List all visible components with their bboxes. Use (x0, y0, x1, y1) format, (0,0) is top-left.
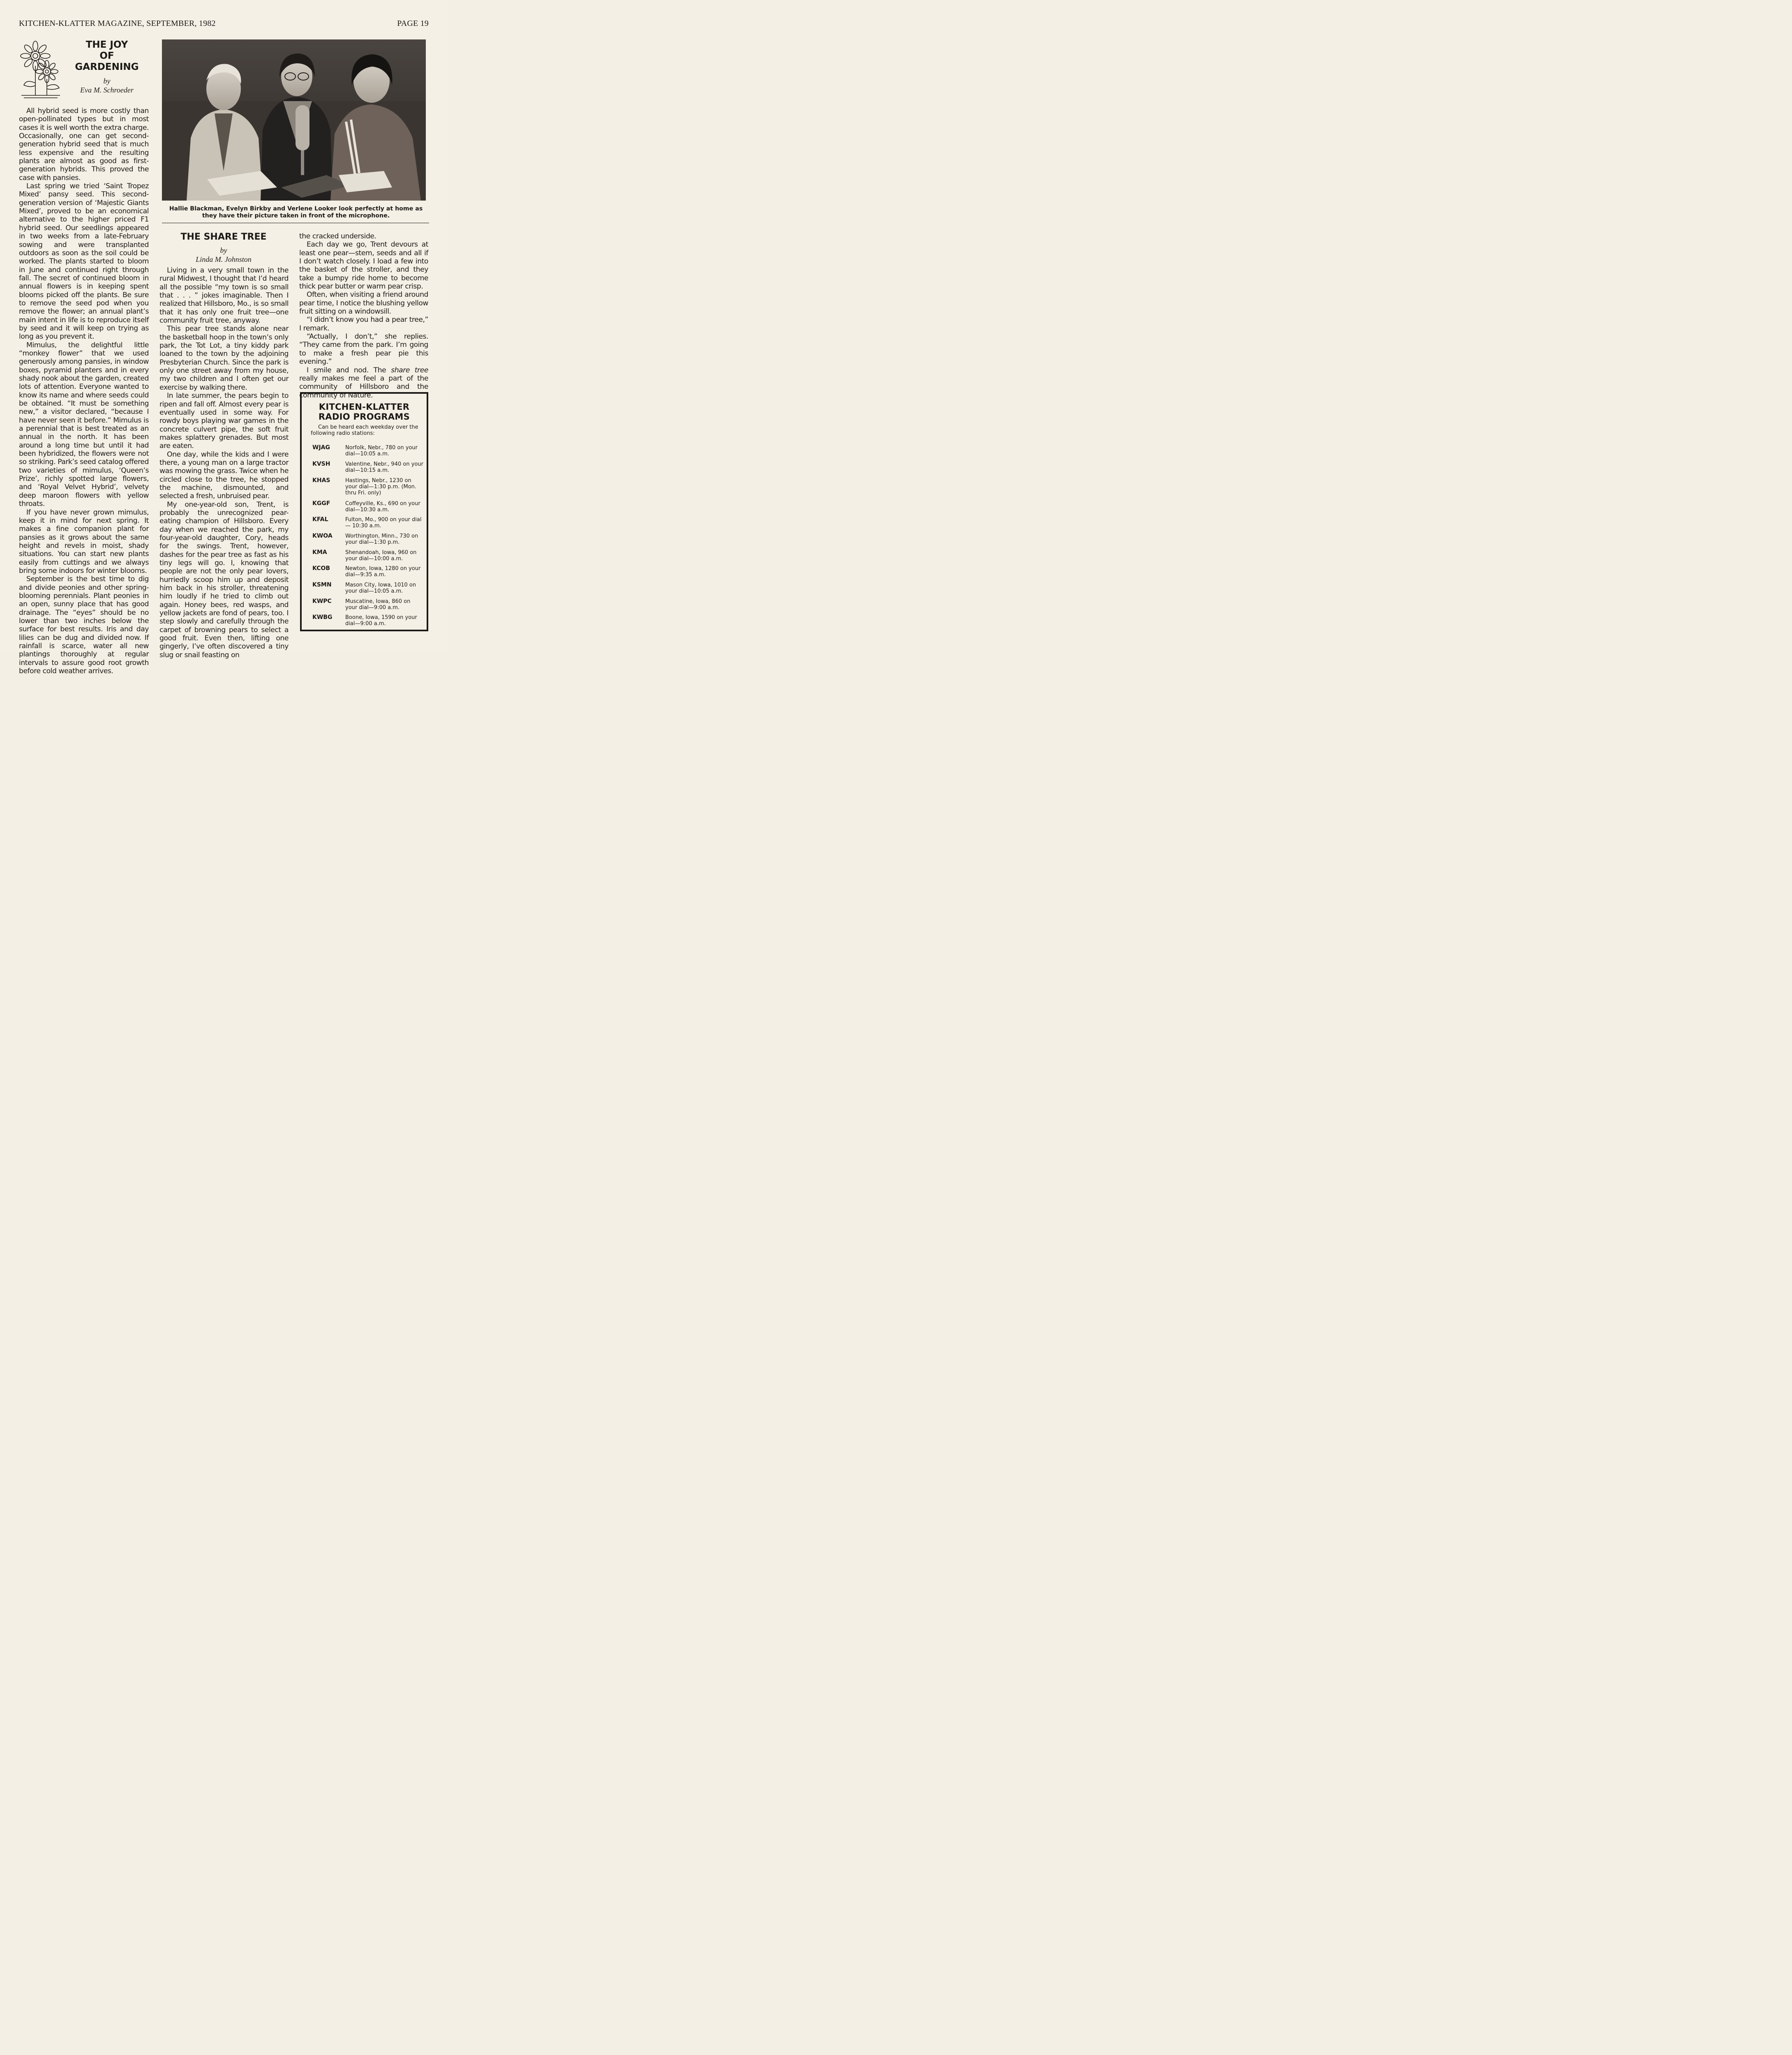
joy-article-body: All hybrid seed is more costly than open-pollinated types but in most cases it is well worth the extra charge. Occasionally, one can get second-generation hybrid seed that is much less expensive and the resulting plants are almost as good as first-generation hybrids. This proved the case with pansies. Last spring we tried ‘Saint Tropez Mixed’ pansy seed. This second-generation version of ‘Majestic Giants Mixed’, proved to be an economical alternative to the higher priced F1 hybrid seed. Our seedlings appeared in two weeks from a late-February sowing and were transplanted outdoors as soon as the soil could be worked. The plants started to bloom in June and continued right through fall. The secret of continued bloom in annual flowers is in keeping spent blooms picked off the plants. Be sure to remove the seed pod when you remove the flower; an annual plant’s main intent in life is to reproduce itself by seed and it will keep on trying as long as you prevent it. Mimulus, the delightful little “monkey flower” that we used generously among pansies, in window boxes, pyramid planters and in every shady nook about the garden, created lots of attention. Everyone wanted to know its name and where seeds could be obtained. “It must be something new,” a visitor declared, “because I have never seen it before.” Mimulus is a perennial that is best treated as an annual in the north. It has been around a long time but until it had been hybridized, the flowers were not so striking. Park’s seed catalog offered two varieties of mimulus, ‘Queen’s Prize’, richly spotted large flowers, and ‘Royal Velvet Hybrid’, velvety deep maroon flowers with yellow throats. If you have never grown mimulus, keep it in mind for next spring. It makes a fine companion plant for pansies as it grows about the same height and revels in moist, shady situations. You can start new plants easily from cuttings and we always bring some indoors for winter blooms. September is the best time to dig and divide peonies and other spring-blooming perennials. Plant peonies in an open, sunny place that has good drainage. The “eyes” should be no lower than two inches below the surface for best results. Iris and day lilies can be dug and divided now. If rainfall is scarce, water all new plantings thoroughly at regular intervals to assure good root growth before cold weather arrives. (19, 107, 149, 676)
radio-programs-box: KITCHEN-KLATTER RADIO PROGRAMS Can be heard each weekday over the following radio stations: WJAG Norfolk, Nebr., 780 on your dial—10:05 a.m. KVSH Valentine, Nebr., 940 on your dial—10:15 a.m. KHAS Hastings, Nebr., 1230 on your dial—1:30 p.m. (Mon. thru Fri. only) KGGF Coffeyville, Ks., 690 on your dial—10:30 a.m. KFAL Fulton, Mo., 900 on your dial — 10:30 a.m. KWOA Worthington, Minn., 730 on your dial—1:30 p.m. KMA Shenandoah, Iowa, 960 on your dial—10:00 a.m. KCOB Newton, Iowa, 1280 on your dial—9:35 a.m. KSMN Mason City, Iowa, 1010 on your dial—10:05 a.m. KWPC Muscatine, Iowa, 860 on your dial—9:00 a.m. KWBG Boone, Iowa, 1590 on your dial—9:00 a.m. (300, 392, 428, 631)
radio-programs-title: KITCHEN-KLATTER RADIO PROGRAMS (318, 402, 410, 422)
running-header: KITCHEN-KLATTER MAGAZINE, SEPTEMBER, 1982 (19, 19, 216, 28)
share-tree-closing: I smile and nod. The share tree really makes me feel a part of the community of Hillsboro and the community of Nature. (299, 366, 428, 399)
joy-byline: by Eva M. Schroeder (80, 77, 134, 94)
share-tree-body-column-1: Living in a very small town in the rural Midwest, I thought that I’d heard all the possible “my town is so small that . . . ” jokes imaginable. Then I realized that Hillsboro, Mo., is so small that it has only one fruit tree—one community fruit tree, anyway. This pear tree stands alone near the basketball hoop in the town’s only park, the Tot Lot, a tiny kiddy park loaned to the town by the adjoining Presbyterian Church. Since the park is only one street away from my house, my two children and I often get our exercise by walking there. In late summer, the pears begin to ripen and fall off. Almost every pear is eventually used in some way. For rowdy boys playing war games in the concrete culvert pipe, the soft fruit makes splattery grenades. But most are eaten. One day, while the kids and I were there, a young man on a large tractor was mowing the grass. Twice when he circled close to the tree, he stopped the machine, dismounted, and selected a fresh, unbruised pear. My one-year-old son, Trent, is probably the unrecognized pear-eating champion of Hillsboro. Every day when we reached the park, my four-year-old daughter, Cory, heads for the swings. Trent, however, dashes for the pear tree as fast as his tiny legs will go. I, knowing that people are not the only pear lovers, hurriedly scoop him up and deposit him back in his stroller, threatening him loudly if he tried to climb out again. Honey bees, red wasps, and yellow jackets are fond of pears, too. I step slowly and carefully through the carpet of browning pears to select a good fruit. Even then, lifting one gingerly, I’ve often discovered a tiny slug or snail feasting on (159, 266, 289, 659)
photo-caption: Hallie Blackman, Evelyn Birkby and Verlene Looker look perfectly at home as they have their picture taken in front of the microphone. (169, 206, 423, 219)
page-number: PAGE 19 (397, 19, 429, 28)
flower-logo-icon (18, 38, 63, 99)
magazine-page (0, 0, 448, 676)
radio-studio-photo (162, 39, 426, 201)
joy-of-gardening-title: THE JOY OF GARDENING (75, 39, 139, 72)
share-tree-body-column-2: the cracked underside. Each day we go, Trent devours at least one pear—stem, seeds and all if I don’t watch closely. I load a few into the basket of the stroller, and they take a bumpy ride home to become thick pear butter or warm pear crisp. Often, when visiting a friend around pear time, I notice the blushing yellow fruit sitting on a windowsill. “I didn’t know you had a pear tree,” I remark. “Actually, I don’t,” she replies. “They came from the park. I’m going to make a fresh pear pie this evening.” I smile and nod. The share tree really makes me feel a part of the community of Hillsboro and the community of Nature. (299, 232, 428, 399)
share-tree-title: THE SHARE TREE (180, 232, 267, 242)
share-tree-byline: by Linda M. Johnston (196, 246, 252, 263)
radio-intro: Can be heard each weekday over the following radio stations: (311, 424, 418, 436)
